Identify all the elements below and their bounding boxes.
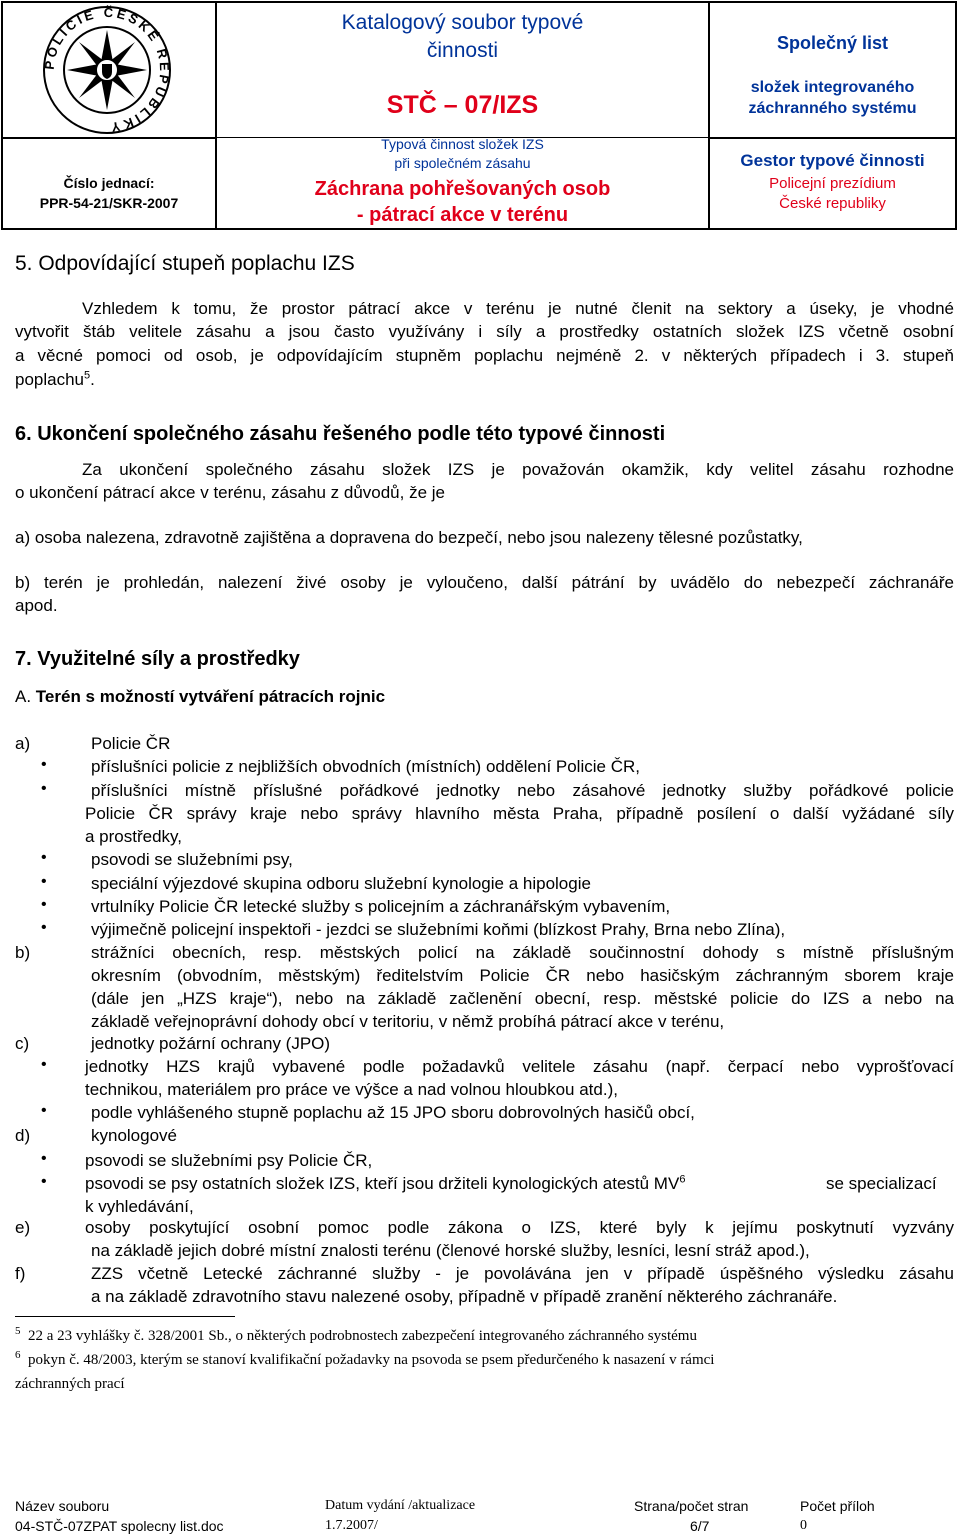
activity-subtitle-line1: Typová činnost složek IZS — [381, 136, 544, 152]
catalog-title-line1: Katalogový soubor typové — [341, 11, 584, 34]
header-border-bottom — [1, 228, 957, 230]
footnote-6-continuation: záchranných prací — [15, 1376, 125, 1392]
section-6-line-2: o ukončení pátrací akce v terénu, zásahu z důvodů, že je — [15, 483, 445, 502]
footer-filename-value: 04-STČ-07ZPAT spolecny list.doc — [15, 1518, 224, 1534]
subheading-a-letter: A. — [15, 687, 32, 706]
section-5-line-2: vytvořit štáb velitele zásahu a jsou často využívány i síly a prostředky ostatních složek IZS včetně osobní — [15, 322, 954, 341]
list-b-line-4: základě veřejnoprávní dohody obcí v teritoriu, v němž probíhá pátrací akce v terénu, — [91, 1012, 725, 1031]
list-b-line-3: (dále jen „HZS kraje“), nebo na základě začlenění obecní, resp. městské policie do IZS a nebo na — [91, 989, 954, 1008]
list-d-item-2 — [85, 1172, 685, 1195]
header-border-top — [1, 1, 957, 3]
footer-attachments-label: Počet příloh — [800, 1498, 875, 1514]
list-d-label: d) — [15, 1126, 31, 1145]
footnote-5-text: 22 a 23 vyhlášky č. 328/2001 Sb., o některých podrobnostech zabezpečení integrovaného záchranného systému — [28, 1328, 697, 1344]
list-a-item-1: příslušníci policie z nejbližších obvodních (místních) oddělení Policie ČR, — [91, 757, 640, 776]
footnote-6-text: pokyn č. 48/2003, kterým se stanoví kvalifikační požadavky na psovoda se psem předurčeného k nasazení v rámci — [28, 1352, 715, 1368]
footer-date-value: 1.7.2007/ — [325, 1518, 378, 1533]
list-a-item-2-line-2: Policie ČR správy kraje nebo správy hlavního města Praha, případně posílení o další vyžádané síly — [85, 804, 954, 823]
list-a-title: Policie ČR — [91, 734, 171, 753]
list-f-line-2: a na základě zdravotního stavu nalezené osoby, případně v případě zranění některého záchranáře. — [91, 1287, 838, 1306]
list-a-item-4: speciální výjezdové skupina odboru služební kynologie a hipologie — [91, 874, 591, 893]
header-border-right — [955, 1, 957, 230]
list-b-line-1: strážníci obecních, resp. městských policí na základě součinnostní dohody s místně příslušným — [91, 943, 954, 962]
footnote-ref-6: 6 — [679, 1173, 686, 1186]
bullet-icon: • — [41, 919, 47, 936]
bullet-icon: • — [41, 1056, 47, 1073]
list-a-item-2-line-1: příslušníci místně příslušné pořádkové jednotky nebo zásahové jednotky služby pořádkové policie — [91, 781, 954, 800]
gestor-name — [710, 174, 955, 214]
section-6-item-b-line-2: apod. — [15, 596, 58, 615]
header-hline-right — [710, 137, 957, 139]
reference-number-label: Číslo jednací: — [63, 175, 155, 191]
section-5-line-1: Vzhledem k tomu, že prostor pátrací akce v terénu je nutné členit na sektory a úseky, je vhodné — [82, 299, 954, 318]
bullet-icon: • — [41, 849, 47, 866]
list-b-label: b) — [15, 943, 31, 962]
footer-attachments-value: 0 — [800, 1518, 807, 1533]
list-c-label: c) — [15, 1034, 30, 1053]
gestor-label: Gestor typové činnosti — [740, 151, 925, 170]
activity-name-line1: Záchrana pohřešovaných osob — [314, 178, 611, 200]
bullet-icon: • — [41, 1102, 47, 1119]
subheading-a-text: Terén s možností vytváření pátracích rojnic — [35, 687, 386, 706]
list-c-item-1-line-2: technikou, materiálem pro práce ve výšce a nad volnou hloubkou atd.), — [85, 1080, 618, 1099]
footnote-5 — [15, 1325, 697, 1345]
list-d-title: kynologové — [91, 1126, 178, 1145]
section-5-line-4-text: poplachu — [15, 370, 85, 389]
list-d-item-2-text: psovodi se psy ostatních složek IZS, kteří jsou držiteli kynologických atestů MV — [85, 1174, 680, 1193]
activity-subtitle-line2: při společném zásahu — [394, 155, 531, 171]
header-hline-left — [1, 137, 217, 139]
activity-name — [217, 176, 708, 227]
bullet-icon: • — [41, 756, 47, 773]
gestor-name-line2: České republiky — [779, 195, 886, 212]
footer-filename-label: Název souboru — [15, 1498, 110, 1514]
bullet-icon: • — [41, 1150, 47, 1167]
bullet-icon: • — [41, 896, 47, 913]
document-header — [1, 1, 957, 230]
list-a-item-3: psovodi se služebními psy, — [91, 850, 293, 869]
footnote-separator — [15, 1316, 235, 1317]
list-c-item-2: podle vyhlášeného stupně poplachu až 15 JPO sboru dobrovolných hasičů obcí, — [91, 1103, 695, 1122]
joint-sheet-title: Společný list — [776, 33, 889, 53]
footnote-6-number: 6 — [15, 1349, 21, 1361]
section-5-line-4 — [15, 368, 95, 391]
joint-sheet-subtitle-line1: složek integrovaného — [750, 79, 915, 96]
section-6-item-a: a) osoba nalezena, zdravotně zajištěna a dopravena do bezpečí, nebo jsou nalezeny tělesné pozůstatky, — [15, 528, 803, 547]
footnote-ref-5: 5 — [84, 369, 91, 382]
joint-sheet-subtitle — [710, 77, 955, 119]
police-logo-icon — [41, 5, 173, 135]
gestor-name-line1: Policejní prezídium — [769, 175, 896, 192]
list-e-line-1: osoby poskytující osobní pomoc podle zákona o IZS, které byly k jejímu poskytnutí vyzvány — [85, 1218, 954, 1237]
list-c-item-1-line-1: jednotky HZS krajů vybavené podle požadavků velitele zásahu (např. čerpací nebo vyprošťovací — [85, 1057, 954, 1076]
section-6-line-1: Za ukončení společného zásahu složek IZS je považován okamžik, kdy velitel zásahu rozhodne — [82, 460, 954, 479]
list-d-item-1: psovodi se služebními psy Policie ČR, — [85, 1151, 373, 1170]
bullet-icon: • — [41, 1173, 47, 1190]
reference-number-value: PPR-54-21/SKR-2007 — [39, 195, 179, 211]
section-6-heading: 6. Ukončení společného zásahu řešeného podle této typové činnosti — [15, 423, 666, 445]
section-7-heading: 7. Využitelné síly a prostředky — [15, 648, 300, 670]
section-5-line-3: a věcné pomoci od osob, je odpovídajícím stupněm poplachu nejméně 2. v některých případech i 3. stupeň — [15, 346, 954, 365]
list-a-item-6: výjimečně policejní inspektoři - jezdci se služebními koňmi (blízkost Prahy, Brna nebo Zlína), — [91, 920, 786, 939]
section-6-item-b-line-1: b) terén je prohledán, nalezení živé osoby je vyloučeno, další pátrání by uvádělo do nebezpečí záchranáře — [15, 573, 954, 592]
footnote-6 — [15, 1349, 715, 1369]
bullet-icon: • — [41, 873, 47, 890]
list-b-line-2: okresním (obvodním, městským) ředitelstvím Policie ČR nebo hasičským záchranným sborem kraje — [91, 966, 954, 985]
list-d-item-3: k vyhledávání, — [85, 1197, 194, 1216]
list-e-line-2: na základě jejich dobré místní znalosti terénu (členové horské služby, lesníci, lesní stráž apod.), — [91, 1241, 810, 1260]
section-7-subheading-a — [15, 685, 385, 708]
footer-pages-label: Strana/počet stran — [634, 1498, 749, 1514]
activity-name-line2: - pátrací akce v terénu — [356, 204, 569, 226]
activity-subtitle — [217, 135, 708, 173]
stc-code: STČ – 07/IZS — [386, 91, 539, 119]
joint-sheet-subtitle-line2: záchranného systému — [748, 100, 917, 117]
list-a-label: a) — [15, 734, 31, 753]
list-f-label: f) — [15, 1264, 26, 1283]
list-a-item-5: vrtulníky Policie ČR letecké služby s policejním a záchranářským vybavením, — [91, 897, 671, 916]
catalog-title — [217, 9, 708, 65]
footnote-5-number: 5 — [15, 1325, 21, 1337]
catalog-title-line2: činnosti — [426, 39, 499, 62]
list-c-title: jednotky požární ochrany (JPO) — [91, 1034, 331, 1053]
footer-pages-value: 6/7 — [690, 1518, 710, 1534]
reference-number-block — [3, 173, 215, 213]
logo-ring-text: POLICIE ČESKÉ REPUBLIKY — [41, 5, 173, 135]
list-e-label: e) — [15, 1218, 31, 1237]
footer-date-label: Datum vydání /aktualizace — [325, 1498, 476, 1513]
section-5-heading: 5. Odpovídající stupeň poplachu IZS — [15, 252, 355, 275]
section-5-line-4-end: . — [90, 370, 95, 389]
list-a-item-2-line-3: a prostředky, — [85, 827, 183, 846]
bullet-icon: • — [41, 780, 47, 797]
list-d-item-2-end: se specializací — [826, 1174, 937, 1193]
list-f-line-1: ZZS včetně Letecké záchranné služby - je povolávána jen v případě úspěšného výsledku zásahu — [91, 1264, 954, 1283]
